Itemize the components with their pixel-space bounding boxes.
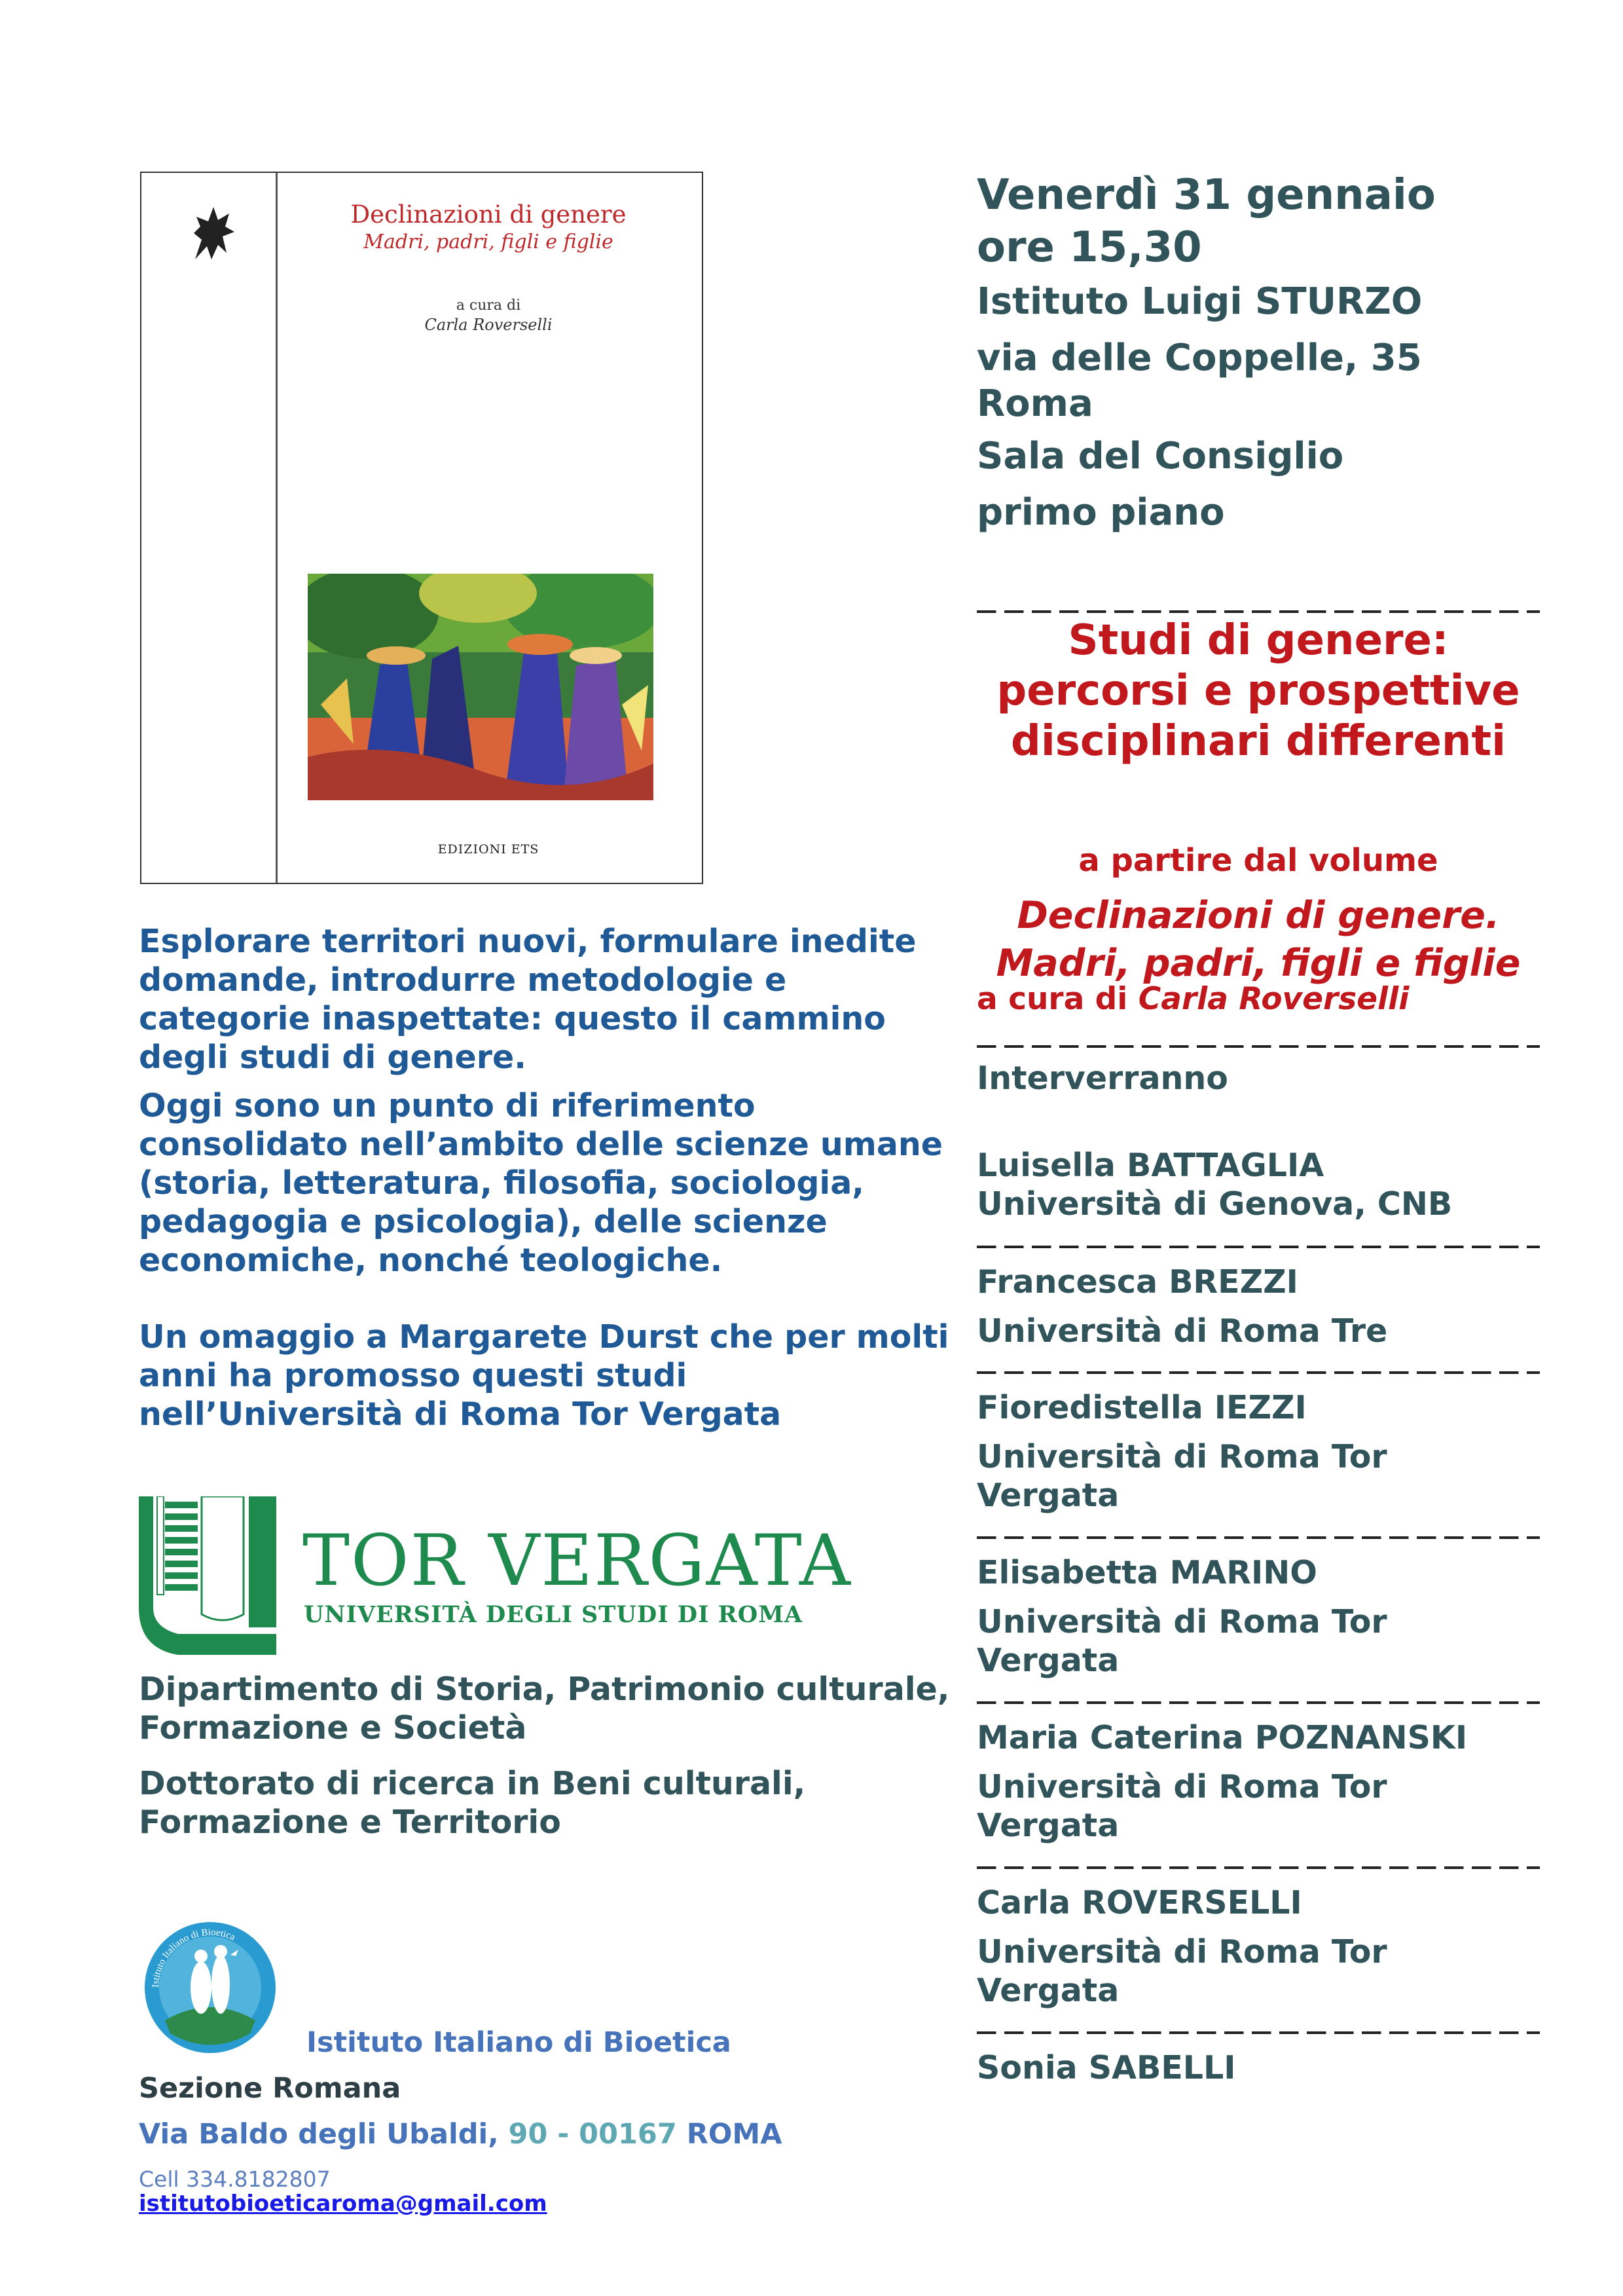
speaker-name: Francesca BREZZI	[977, 1263, 1298, 1301]
separator	[977, 1536, 1540, 1539]
event-title-line-3: disciplinari differenti	[1011, 717, 1506, 766]
book-cover	[140, 172, 703, 884]
event-date	[977, 169, 1436, 274]
bioethics-logo-text: Istituto Italiano di Bioetica	[150, 1927, 237, 1988]
address-street: Via Baldo degli Ubaldi,	[139, 2118, 509, 2151]
speaker-name: Fioredistella IEZZI	[977, 1389, 1307, 1426]
speaker-item	[977, 1883, 1540, 2010]
bioethics-email-link[interactable]: istitutobioeticaroma@gmail.com	[139, 2191, 547, 2217]
separator	[977, 1246, 1540, 1248]
cover-editor: Carla Roverselli	[424, 316, 553, 334]
speaker-name: Sonia SABELLI	[977, 2049, 1236, 2086]
tor-vergata-name: TOR VERGATA	[302, 1520, 852, 1602]
event-venue: Istituto Luigi STURZO	[977, 280, 1423, 323]
intro-paragraph-1: Esplorare territori nuovi, formulare inedite domande, introdurre metodologie e categorie inaspettate: questo il cammino degli studi di genere.	[139, 923, 917, 1076]
tor-vergata-logo	[139, 1496, 852, 1655]
cover-publisher: EDIZIONI ETS	[437, 842, 539, 857]
event-city: Roma	[977, 382, 1093, 425]
tor-vergata-shield-icon	[139, 1496, 276, 1655]
event-title-line-2: percorsi e prospettive	[996, 667, 1520, 715]
department-name: Dipartimento di Storia, Patrimonio culturale, Formazione e Società	[139, 1671, 950, 1747]
speaker-item	[977, 1718, 1540, 1845]
cover-a-cura-di: a cura di	[456, 297, 521, 314]
speaker-item	[977, 1553, 1540, 1680]
event-floor: primo piano	[977, 491, 1225, 534]
separator	[977, 2031, 1540, 2034]
from-volume-label: a partire dal volume	[1078, 842, 1438, 879]
separator	[977, 1701, 1540, 1704]
cover-title: Declinazioni di genere	[350, 200, 627, 229]
separator	[977, 1371, 1540, 1374]
speaker-affiliation: Università di Roma Tor Vergata	[977, 1438, 1387, 1514]
speaker-item	[977, 2048, 1540, 2087]
cover-spine	[141, 173, 278, 883]
griffin-emblem-icon	[182, 200, 241, 266]
volume-title	[977, 892, 1540, 988]
speakers-label: Interverranno	[977, 1060, 1228, 1097]
bioethics-institute-logo	[139, 1916, 282, 2054]
separator	[977, 1866, 1540, 1869]
edited-by-label: a cura di	[977, 981, 1139, 1017]
event-room: Sala del Consiglio	[977, 435, 1344, 477]
speaker-affiliation: Università di Genova, CNB	[977, 1185, 1453, 1223]
bioethics-institute-name: Istituto Italiano di Bioetica	[306, 2026, 731, 2059]
bioethics-phone: Cell 334.8182807	[139, 2166, 331, 2192]
speaker-item	[977, 1388, 1540, 1515]
separator	[977, 1045, 1540, 1048]
speaker-name: Maria Caterina POZNANSKI	[977, 1719, 1468, 1756]
edited-by-name: Carla Roverselli	[1138, 981, 1410, 1017]
volume-title-line-1: Declinazioni di genere.	[1017, 894, 1500, 937]
volume-title-line-2: Madri, padri, figli e figlie	[996, 942, 1521, 985]
address-postcode: 90 - 00167	[508, 2118, 677, 2151]
intro-paragraph-3: Un omaggio a Margarete Durst che per molti anni ha promosso questi studi nell’Università di Roma Tor Vergata	[139, 1318, 949, 1433]
tor-vergata-subtitle: UNIVERSITÀ DEGLI STUDI DI ROMA	[304, 1601, 803, 1628]
separator	[977, 610, 1540, 613]
address-city: ROMA	[676, 2118, 782, 2151]
event-title	[977, 616, 1540, 767]
cover-painting-image	[308, 574, 653, 800]
doctorate-name: Dottorato di ricerca in Beni culturali, Formazione e Territorio	[139, 1765, 806, 1841]
bioethics-logo-icon	[139, 1916, 282, 2054]
event-day: Venerdì 31 gennaio	[977, 171, 1436, 219]
volume-editor	[977, 981, 1409, 1017]
event-title-line-1: Studi di genere:	[1068, 616, 1449, 665]
speaker-item	[977, 1146, 1540, 1223]
cover-subtitle: Madri, padri, figli e figlie	[363, 231, 613, 253]
event-street: via delle Coppelle, 35	[977, 337, 1422, 379]
speaker-affiliation: Università di Roma Tor Vergata	[977, 1933, 1387, 2009]
event-time: ore 15,30	[977, 223, 1202, 272]
bioethics-section: Sezione Romana	[139, 2072, 401, 2105]
speaker-affiliation: Università di Roma Tor Vergata	[977, 1768, 1387, 1844]
event-address	[977, 335, 1422, 427]
intro-paragraph-2: Oggi sono un punto di riferimento consolidato nell’ambito delle scienze umane (storia, letteratura, filosofia, sociologia, pedagogia e psicologia), delle scienze economiche, nonché teologiche.	[139, 1087, 943, 1279]
speaker-name: Elisabetta MARINO	[977, 1554, 1317, 1591]
speaker-affiliation: Università di Roma Tre	[977, 1312, 1388, 1350]
speaker-name: Carla ROVERSELLI	[977, 1884, 1302, 1921]
speaker-item	[977, 1263, 1540, 1350]
bioethics-address	[139, 2118, 782, 2151]
speaker-affiliation: Università di Roma Tor Vergata	[977, 1603, 1387, 1679]
speaker-name: Luisella BATTAGLIA	[977, 1147, 1324, 1184]
